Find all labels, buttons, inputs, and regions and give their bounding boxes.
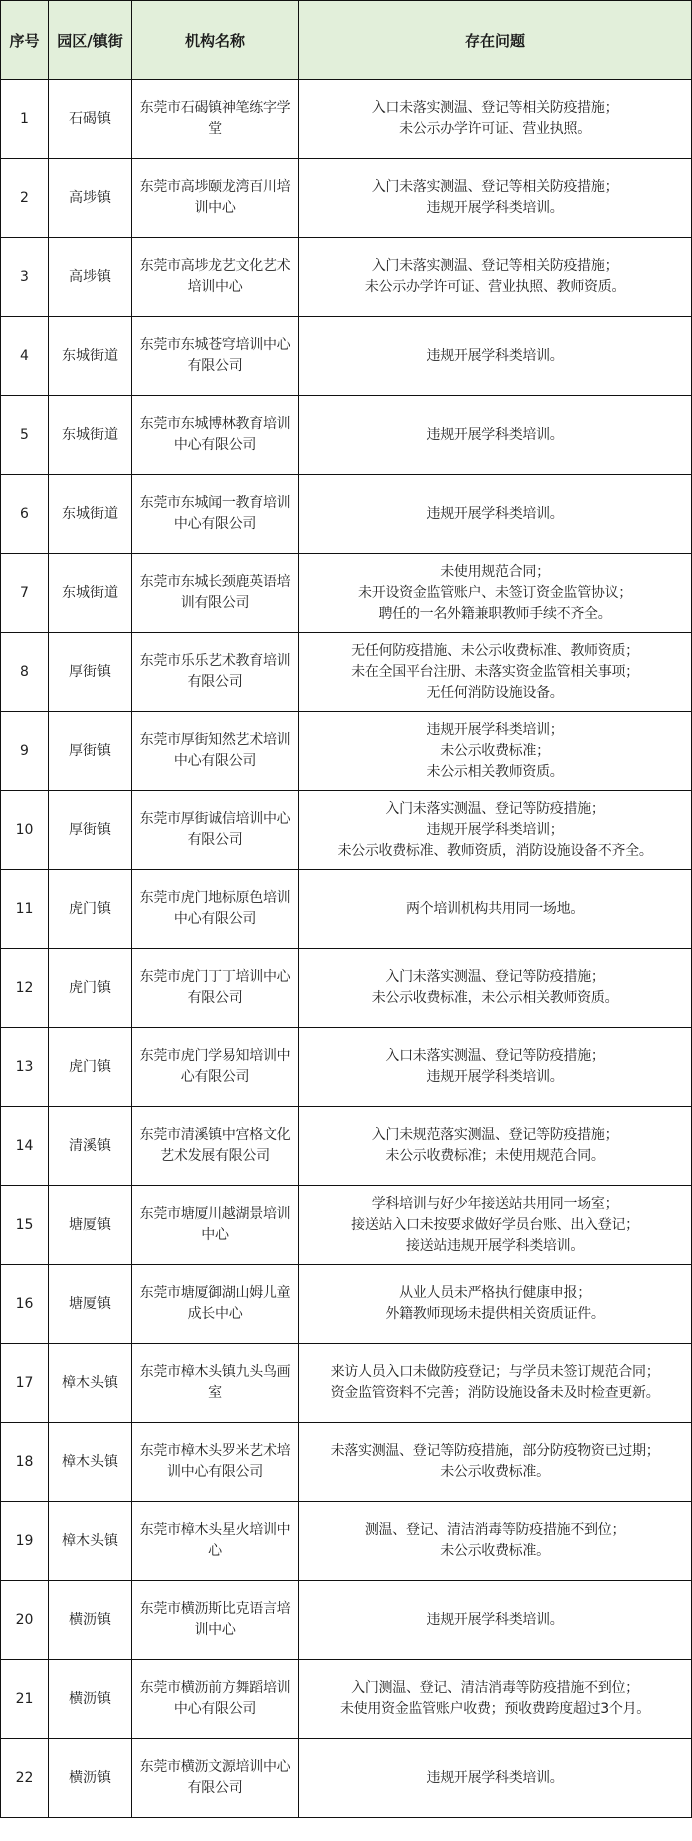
cell-district: 樟木头镇 [49, 1502, 132, 1581]
cell-org-name: 东莞市塘厦御湖山姆儿童成长中心 [132, 1265, 299, 1344]
cell-issues [299, 712, 692, 791]
cell-org-name: 东莞市厚街知然艺术培训中心有限公司 [132, 712, 299, 791]
issue-line: 来访人员入口未做防疫登记；与学员未签订规范合同； [330, 1364, 660, 1380]
cell-issues [299, 791, 692, 870]
cell-index: 2 [1, 159, 49, 238]
issue-line: 未公示收费标准。 [440, 1464, 550, 1480]
issue-line: 违规开展学科类培训； [426, 721, 564, 738]
cell-org-name: 东莞市清溪镇中宫格文化艺术发展有限公司 [132, 1107, 299, 1186]
table-row [1, 554, 692, 633]
issue-line: 未公示收费标准、教师资质，消防设施设备不齐全。 [337, 842, 653, 859]
issue-line: 无任何防疫措施、未公示收费标准、教师资质； [351, 642, 639, 659]
issue-line: 入门未落实测温、登记等相关防疫措施； [371, 258, 619, 274]
cell-district: 塘厦镇 [49, 1265, 132, 1344]
table-header [1, 1, 692, 80]
issue-line: 无任何消防设施设备。 [426, 684, 564, 701]
table-row [1, 1581, 692, 1660]
cell-district: 东城街道 [49, 554, 132, 633]
issue-line: 违规开展学科类培训。 [426, 347, 564, 364]
cell-index: 20 [1, 1581, 49, 1660]
cell-district: 东城街道 [49, 475, 132, 554]
cell-org-name: 东莞市东城长颈鹿英语培训有限公司 [132, 554, 299, 633]
table-row [1, 159, 692, 238]
issue-line: 违规开展学科类培训。 [426, 1611, 564, 1628]
table-row [1, 475, 692, 554]
table-row [1, 1739, 692, 1818]
cell-issues [299, 159, 692, 238]
cell-issues [299, 870, 692, 949]
cell-org-name: 东莞市东城闻一教育培训中心有限公司 [132, 475, 299, 554]
cell-org-name: 东莞市横沥前方舞蹈培训中心有限公司 [132, 1660, 299, 1739]
issue-line: 未开设资金监管账户、未签订资金监管协议； [358, 584, 632, 601]
issue-line: 未公示收费标准； [440, 742, 550, 759]
issue-line: 学科培训与好少年接送站共用同一场室； [371, 1195, 619, 1212]
issue-line: 违规开展学科类培训。 [426, 1069, 564, 1085]
cell-org-name: 东莞市乐乐艺术教育培训有限公司 [132, 633, 299, 712]
cell-index: 14 [1, 1107, 49, 1186]
cell-org-name: 东莞市横沥斯比克语言培训中心 [132, 1581, 299, 1660]
cell-district: 清溪镇 [49, 1107, 132, 1186]
cell-issues [299, 396, 692, 475]
cell-org-name: 东莞市樟木头星火培训中心 [132, 1502, 299, 1581]
cell-district: 高埗镇 [49, 159, 132, 238]
issue-line: 未在全国平台注册、未落实资金监管相关事项； [351, 663, 639, 680]
cell-issues [299, 475, 692, 554]
issue-line: 未公示收费标准，未公示相关教师资质。 [371, 990, 619, 1006]
issue-line: 从业人员未严格执行健康申报； [399, 1285, 591, 1301]
table-row [1, 870, 692, 949]
cell-index: 13 [1, 1028, 49, 1107]
issue-line: 入门未落实测温、登记等相关防疫措施； [371, 179, 619, 195]
header-index: 序号 [1, 1, 49, 80]
cell-issues [299, 1581, 692, 1660]
cell-index: 19 [1, 1502, 49, 1581]
cell-index: 9 [1, 712, 49, 791]
cell-issues [299, 1344, 692, 1423]
table-row [1, 1107, 692, 1186]
cell-issues [299, 1423, 692, 1502]
header-org: 机构名称 [132, 1, 299, 80]
issue-line: 未使用规范合同； [440, 563, 550, 580]
issue-line: 违规开展学科类培训。 [426, 505, 564, 522]
table-row [1, 1423, 692, 1502]
cell-index: 1 [1, 80, 49, 159]
table-row [1, 949, 692, 1028]
table-row [1, 1028, 692, 1107]
issue-line: 违规开展学科类培训； [426, 821, 564, 838]
cell-issues [299, 80, 692, 159]
issue-line: 入门未落实测温、登记等防疫措施； [385, 800, 605, 817]
table-row [1, 1344, 692, 1423]
table-row [1, 317, 692, 396]
cell-index: 22 [1, 1739, 49, 1818]
cell-index: 4 [1, 317, 49, 396]
cell-org-name: 东莞市樟木头镇九头鸟画室 [132, 1344, 299, 1423]
cell-district: 虎门镇 [49, 949, 132, 1028]
cell-org-name: 东莞市虎门丁丁培训中心有限公司 [132, 949, 299, 1028]
table-row [1, 80, 692, 159]
issue-line: 资金监管资料不完善；消防设施设备未及时检查更新。 [330, 1385, 660, 1401]
cell-issues [299, 1502, 692, 1581]
issue-line: 未公示办学许可证、营业执照、教师资质。 [364, 279, 626, 295]
issue-line: 接送站入口未按要求做好学员台账、出入登记； [351, 1216, 639, 1233]
cell-org-name: 东莞市东城苍穹培训中心有限公司 [132, 317, 299, 396]
cell-org-name: 东莞市塘厦川越湖景培训中心 [132, 1186, 299, 1265]
cell-issues [299, 1107, 692, 1186]
cell-district: 樟木头镇 [49, 1423, 132, 1502]
cell-index: 6 [1, 475, 49, 554]
issue-line: 接送站违规开展学科类培训。 [405, 1237, 585, 1254]
issue-line: 未落实测温、登记等防疫措施，部分防疫物资已过期； [330, 1443, 660, 1459]
cell-index: 11 [1, 870, 49, 949]
cell-issues [299, 949, 692, 1028]
cell-district: 厚街镇 [49, 633, 132, 712]
table-row [1, 633, 692, 712]
issue-line: 入门未规范落实测温、登记等防疫措施； [371, 1127, 619, 1143]
cell-district: 厚街镇 [49, 712, 132, 791]
cell-org-name: 东莞市高埗龙艺文化艺术培训中心 [132, 238, 299, 317]
cell-org-name: 东莞市樟木头罗米艺术培训中心有限公司 [132, 1423, 299, 1502]
cell-index: 5 [1, 396, 49, 475]
cell-issues [299, 554, 692, 633]
cell-index: 7 [1, 554, 49, 633]
cell-district: 东城街道 [49, 317, 132, 396]
cell-index: 10 [1, 791, 49, 870]
issue-line: 入口未落实测温、登记等相关防疫措施； [371, 100, 619, 116]
table-body [1, 80, 692, 1818]
issue-line: 未使用资金监管账户收费；预收费跨度超过3个月。 [339, 1701, 650, 1717]
cell-org-name: 东莞市虎门地标原色培训中心有限公司 [132, 870, 299, 949]
header-district: 园区/镇街 [49, 1, 132, 80]
issue-line: 测温、登记、清洁消毒等防疫措施不到位； [364, 1522, 626, 1538]
cell-index: 18 [1, 1423, 49, 1502]
issue-line: 入门未落实测温、登记等防疫措施； [385, 969, 605, 985]
table-row [1, 238, 692, 317]
issue-line: 未公示相关教师资质。 [426, 763, 564, 780]
cell-org-name: 东莞市厚街诚信培训中心有限公司 [132, 791, 299, 870]
cell-issues [299, 1660, 692, 1739]
cell-district: 石碣镇 [49, 80, 132, 159]
cell-org-name: 东莞市东城博林教育培训中心有限公司 [132, 396, 299, 475]
cell-district: 樟木头镇 [49, 1344, 132, 1423]
cell-index: 15 [1, 1186, 49, 1265]
issue-line: 未公示收费标准；未使用规范合同。 [385, 1148, 605, 1164]
cell-org-name: 东莞市石碣镇神笔练字学堂 [132, 80, 299, 159]
cell-issues [299, 1028, 692, 1107]
cell-org-name: 东莞市虎门学易知培训中心有限公司 [132, 1028, 299, 1107]
table-row [1, 396, 692, 475]
header-issues: 存在问题 [299, 1, 692, 80]
cell-index: 16 [1, 1265, 49, 1344]
issue-line: 违规开展学科类培训。 [426, 1769, 564, 1786]
cell-issues [299, 1739, 692, 1818]
cell-issues [299, 633, 692, 712]
cell-district: 横沥镇 [49, 1660, 132, 1739]
issue-line: 未公示办学许可证、营业执照。 [399, 121, 591, 137]
header-row [1, 1, 692, 80]
issue-line: 违规开展学科类培训。 [426, 200, 564, 216]
cell-district: 虎门镇 [49, 870, 132, 949]
issue-line: 入口未落实测温、登记等防疫措施； [385, 1048, 605, 1064]
issue-line: 违规开展学科类培训。 [426, 426, 564, 443]
cell-district: 横沥镇 [49, 1739, 132, 1818]
cell-index: 17 [1, 1344, 49, 1423]
table-row [1, 1186, 692, 1265]
cell-district: 横沥镇 [49, 1581, 132, 1660]
cell-org-name: 东莞市高埗颐龙湾百川培训中心 [132, 159, 299, 238]
table-row [1, 712, 692, 791]
cell-index: 3 [1, 238, 49, 317]
cell-org-name: 东莞市横沥文源培训中心有限公司 [132, 1739, 299, 1818]
cell-district: 塘厦镇 [49, 1186, 132, 1265]
cell-issues [299, 238, 692, 317]
issue-line: 两个培训机构共用同一场地。 [405, 900, 585, 917]
cell-district: 高埗镇 [49, 238, 132, 317]
cell-district: 厚街镇 [49, 791, 132, 870]
cell-issues [299, 1186, 692, 1265]
cell-district: 东城街道 [49, 396, 132, 475]
cell-district: 虎门镇 [49, 1028, 132, 1107]
table-row [1, 1265, 692, 1344]
issue-line: 入门测温、登记、清洁消毒等防疫措施不到位； [351, 1680, 639, 1696]
cell-index: 21 [1, 1660, 49, 1739]
issue-line: 聘任的一名外籍兼职教师手续不齐全。 [378, 605, 612, 622]
table-row [1, 1660, 692, 1739]
table-row [1, 791, 692, 870]
cell-issues [299, 1265, 692, 1344]
table-row [1, 1502, 692, 1581]
issue-line: 未公示收费标准。 [440, 1543, 550, 1559]
cell-index: 12 [1, 949, 49, 1028]
cell-index: 8 [1, 633, 49, 712]
issue-line: 外籍教师现场未提供相关资质证件。 [385, 1306, 605, 1322]
cell-issues [299, 317, 692, 396]
